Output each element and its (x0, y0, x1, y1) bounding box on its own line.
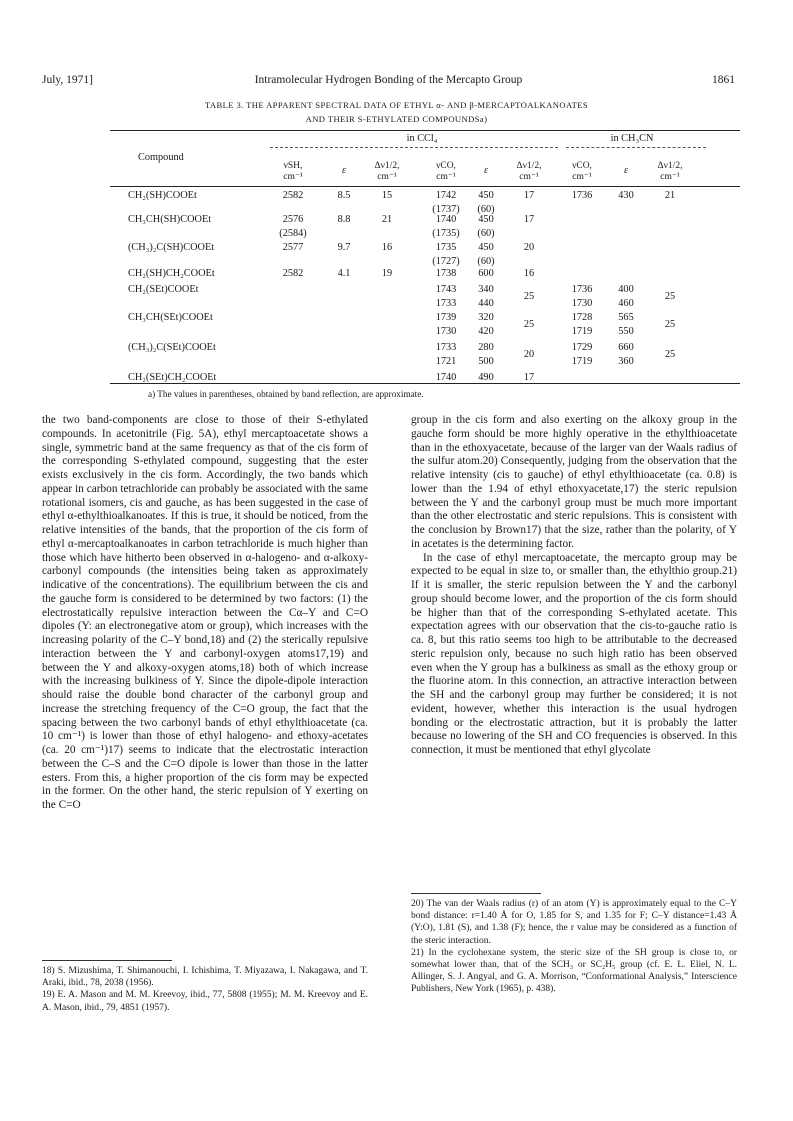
co-cell: 1743 (435, 284, 457, 295)
eps2-cell: (60) (477, 256, 495, 267)
compound-cell: CH₃CH(SH)COOEt (128, 214, 212, 225)
dnu3-cell: 25 (664, 349, 676, 360)
table-caption-line2: AND THEIR S-ETHYLATED COMPOUNDSa) (305, 114, 488, 124)
dnu1-cell: 16 (381, 242, 393, 253)
footnote-20: 20) The van der Waals radius (r) of an atom (Y) is approximately equal to the C–Y bond distance: r=1.40 Å for O, 1.85 for S, and 1.35 for F; C–Y distance=1.43 Å (Y:O), 1.81 (S), and 1.38 (F); hence, the r value may be considered as a function of the steric interaction. (411, 899, 737, 946)
footnote-rule-left (42, 960, 172, 961)
col-eps-header-1: ε (341, 165, 347, 176)
co-cell: (1727) (432, 256, 460, 267)
footnote-21: 21) In the cyclohexane system, the steric size of the SH group is close to, or somewhat lower than, that of the SCH₃ or SC₂H₅ group (cf. E. L. Eliel, N. L. Allinger, S. J. Angyal, and G. A. Morrison, “Conformational Analysis,” Interscience Publishers, New York (1965), p. 438). (411, 947, 737, 995)
col-nu-sh-header: νSH, (283, 161, 303, 171)
dnu2-cell: 17 (523, 372, 535, 383)
table-bottom-rule (110, 383, 740, 384)
dnu2-cell: 16 (523, 268, 535, 279)
eps2-cell: 450 (478, 242, 494, 253)
dnu2-cell: 25 (523, 319, 535, 330)
group-header-ccl4: in CCl₄ (406, 133, 438, 144)
eps2-cell: 600 (478, 268, 494, 279)
col-eps-header-3: ε (623, 165, 629, 176)
eps3-cell: 430 (618, 190, 634, 201)
col-unit-5: cm⁻¹ (572, 172, 592, 182)
header-date: July, 1971] (42, 74, 94, 86)
eps1-cell: 8.5 (337, 190, 351, 201)
col-nu-co-header-2: νCO, (572, 161, 592, 171)
col-unit-2: cm⁻¹ (377, 172, 397, 182)
table-caption: TABLE 3. THE APPARENT SPECTRAL DATA OF ETHYL α- AND β-MERCAPTOALKANOATES (204, 100, 589, 110)
compound-cell: CH₃CH(SEt)COOEt (128, 312, 213, 323)
sh-cell: 2577 (282, 242, 304, 253)
paragraph: the two band-components are close to those of their S-ethylated compounds. In acetonitrile (Fig. 5A), ethyl mercaptoacetate shows a single, symmetric band at the same frequency as that of the cis form of the corresponding S-ethylated compound, suggesting that the ester exists exclusively in the cis form. Accordingly, the two bands which appear in carbon tetrachloride can probably be associated with the same rotational isomers, cis and gauche, as has been suggested in the case of ethyl α-ethylthioalkanoates. If this is true, it should be noticed, from the relative intensities of the bands, that the proportion of the cis form of ethyl α-mercaptoalkanoates in carbon tetrachloride is much higher than those which have hitherto been observed in α-halogeno- and α-alkoxy-carbonyl compounds (the intensities being taken as approximately indicative of the concentrations). The equilibrium between the cis and the gauche form is considered to be determined by two factors: (1) the electrostatically repulsive interaction between the Cα–Y and C=O dipoles (Y: an electronegative atom or group), which increases with the increasing polarity of the C–Y bond,18) and (2) the sterically repulsive interaction between the Y and carbonyl-oxygen atoms17,19) and between the Y and alkoxy-oxygen atoms,18) both of which increase with the increasing bulkiness of Y. Since the dipole-dipole interaction should raise the double bond character of the carbonyl group and increase the stretching frequency of the C=O group, the fact that the spacing between the two carbonyl bands of ethyl ethylthioacetate (ca. 10 cm⁻¹) is lower than those of ethyl halogeno- and ethoxy-acetates (ca. 20 cm⁻¹)17) seems to indicate that the electrostatic interaction between the C–S and the C=O dipole is lower than those in the latter esters. From this, a higher proportion of the cis form may be expected in the former. On the other hand, the steric repulsion of Y exerting on the C=O (42, 414, 368, 811)
eps2-cell: 440 (478, 298, 494, 309)
eps2-cell: 500 (478, 356, 494, 367)
page-number: 1861 (712, 74, 735, 86)
sh-cell: 2582 (282, 268, 304, 279)
dnu2-cell: 20 (523, 242, 535, 253)
co-cell: 1735 (435, 242, 457, 253)
col-dnu-header-2: Δν1/2, (516, 161, 542, 171)
eps1-cell: 4.1 (337, 268, 351, 279)
footnotes-left (42, 965, 368, 1014)
eps2-cell: (60) (477, 204, 495, 215)
dnu3-cell: 25 (664, 319, 676, 330)
dnu1-cell: 15 (381, 190, 393, 201)
compound-cell: CH₂(SH)COOEt (128, 190, 197, 201)
dnu2-cell: 17 (523, 214, 535, 225)
co-cell: (1737) (432, 204, 460, 215)
co3-cell: 1719 (571, 356, 593, 367)
dnu3-cell: 21 (664, 190, 676, 201)
sh-cell: 2576 (282, 214, 304, 225)
compound-cell: (CH₃)₂C(SEt)COOEt (128, 342, 216, 353)
co-cell: 1730 (435, 326, 457, 337)
dnu2-cell: 17 (523, 190, 535, 201)
group-rule-ch3cn (566, 147, 706, 148)
col-unit-1: cm⁻¹ (283, 172, 303, 182)
eps3-cell: 400 (618, 284, 634, 295)
footnote-19: 19) E. A. Mason and M. M. Kreevoy, ibid., 77, 5808 (1955); M. M. Kreevoy and E. A. Mason, ibid., 79, 4851 (1957). (42, 990, 368, 1013)
eps2-cell: 450 (478, 214, 494, 225)
eps2-cell: 490 (478, 372, 494, 383)
table-header-rule (110, 186, 740, 187)
co3-cell: 1736 (571, 284, 593, 295)
sh-cell: 2582 (282, 190, 304, 201)
eps2-cell: 450 (478, 190, 494, 201)
co-cell: 1740 (435, 214, 457, 225)
dnu2-cell: 25 (523, 291, 535, 302)
header-title: Intramolecular Hydrogen Bonding of the Mercapto Group (254, 74, 523, 86)
paragraph: In the case of ethyl mercaptoacetate, the mercapto group may be expected to be equal in size to, or smaller than, the ethylthio group.21) If it is smaller, the steric repulsion between the Y and the carbonyl group should become lower, and the proportion of the cis form should be higher than that of the corresponding S-ethylated acetate. This expectation agrees with our observation that the cis-to-gauche ratio is ca. 8, but this ratio seems too high to be attributable to the decreased steric repulsion only, because no such high ratio has been observed even when the Y group has a bulkiness as small as the ethoxy group or the fluorine atom. In this connection, an attractive interaction between the SH and the carbonyl group may further be considered; it is not evident, however, whether this interaction is the usual hydrogen bonding or the electrostatic attraction, but it is probably the latter because no lowering of the SH and CO frequencies is observed. In this connection, it must be mentioned that ethyl glycolate (411, 551, 737, 756)
dnu1-cell: 21 (381, 214, 393, 225)
col-unit-4: cm⁻¹ (519, 172, 539, 182)
co-cell: 1740 (435, 372, 457, 383)
co-cell: 1742 (435, 190, 457, 201)
compound-cell: (CH₃)₂C(SH)COOEt (128, 242, 215, 253)
co3-cell: 1719 (571, 326, 593, 337)
co3-cell: 1729 (571, 342, 593, 353)
group-rule-ccl4 (270, 147, 558, 148)
eps3-cell: 360 (618, 356, 634, 367)
eps3-cell: 550 (618, 326, 634, 337)
footnotes-right (411, 898, 737, 996)
footnote-rule-right (411, 893, 541, 894)
col-dnu-header-1: Δν1/2, (374, 161, 400, 171)
col-compound-header: Compound (138, 152, 184, 163)
co3-cell: 1730 (571, 298, 593, 309)
paragraph: group in the cis form and also exerting on the alkoxy group in the gauche form should be more highly operative in the ethylthioacetate than in the ethoxyacetate, because of the larger van der Waals radius of the sulfur atom.20) Consequently, judging from the observation that the relative intensity (cis to gauche) of ethyl ethylthioacetate (ca. 0.8) is lower than the 1.94 of ethyl ethoxyacetate,17) the steric repulsion between the Y and the carbonyl group must be much more important than the other electrostatic and steric repulsions. This is consistent with the conclusion by Brown17) that the size, rather than the polarity, of Y in acetates is the determining factor. (411, 414, 737, 550)
table-footnote: a) The values in parentheses, obtained by band reflection, are approximate. (148, 389, 424, 399)
co3-cell: 1728 (571, 312, 593, 323)
eps2-cell: 320 (478, 312, 494, 323)
eps2-cell: 340 (478, 284, 494, 295)
co-cell: (1735) (432, 228, 460, 239)
compound-cell: CH₂(SEt)CH₂COOEt (128, 372, 217, 383)
table-top-rule (110, 130, 740, 131)
dnu1-cell: 19 (381, 268, 393, 279)
eps1-cell: 8.8 (337, 214, 351, 225)
co3-cell: 1736 (571, 190, 593, 201)
co-cell: 1733 (435, 342, 457, 353)
sh-cell: (2584) (279, 228, 307, 239)
eps2-cell: 420 (478, 326, 494, 337)
co-cell: 1721 (435, 356, 457, 367)
eps3-cell: 565 (618, 312, 634, 323)
col-unit-3: cm⁻¹ (436, 172, 456, 182)
eps1-cell: 9.7 (337, 242, 351, 253)
eps2-cell: (60) (477, 228, 495, 239)
col-dnu-header-3: Δν1/2, (657, 161, 683, 171)
compound-cell: CH₂(SH)CH₂COOEt (128, 268, 215, 279)
col-nu-co-header-1: νCO, (436, 161, 456, 171)
co-cell: 1739 (435, 312, 457, 323)
eps2-cell: 280 (478, 342, 494, 353)
compound-cell: CH₂(SEt)COOEt (128, 284, 199, 295)
dnu3-cell: 25 (664, 291, 676, 302)
left-column (42, 414, 368, 813)
co-cell: 1733 (435, 298, 457, 309)
right-column (411, 414, 737, 758)
eps3-cell: 660 (618, 342, 634, 353)
co-cell: 1738 (435, 268, 457, 279)
col-unit-6: cm⁻¹ (660, 172, 680, 182)
footnote-18: 18) S. Mizushima, T. Shimanouchi, I. Ichishima, T. Miyazawa, I. Nakagawa, and T. Araki, ibid., 78, 2038 (1956). (42, 966, 368, 989)
dnu2-cell: 20 (523, 349, 535, 360)
col-eps-header-2: ε (483, 165, 489, 176)
eps3-cell: 460 (618, 298, 634, 309)
group-header-ch3cn: in CH₃CN (610, 133, 654, 144)
